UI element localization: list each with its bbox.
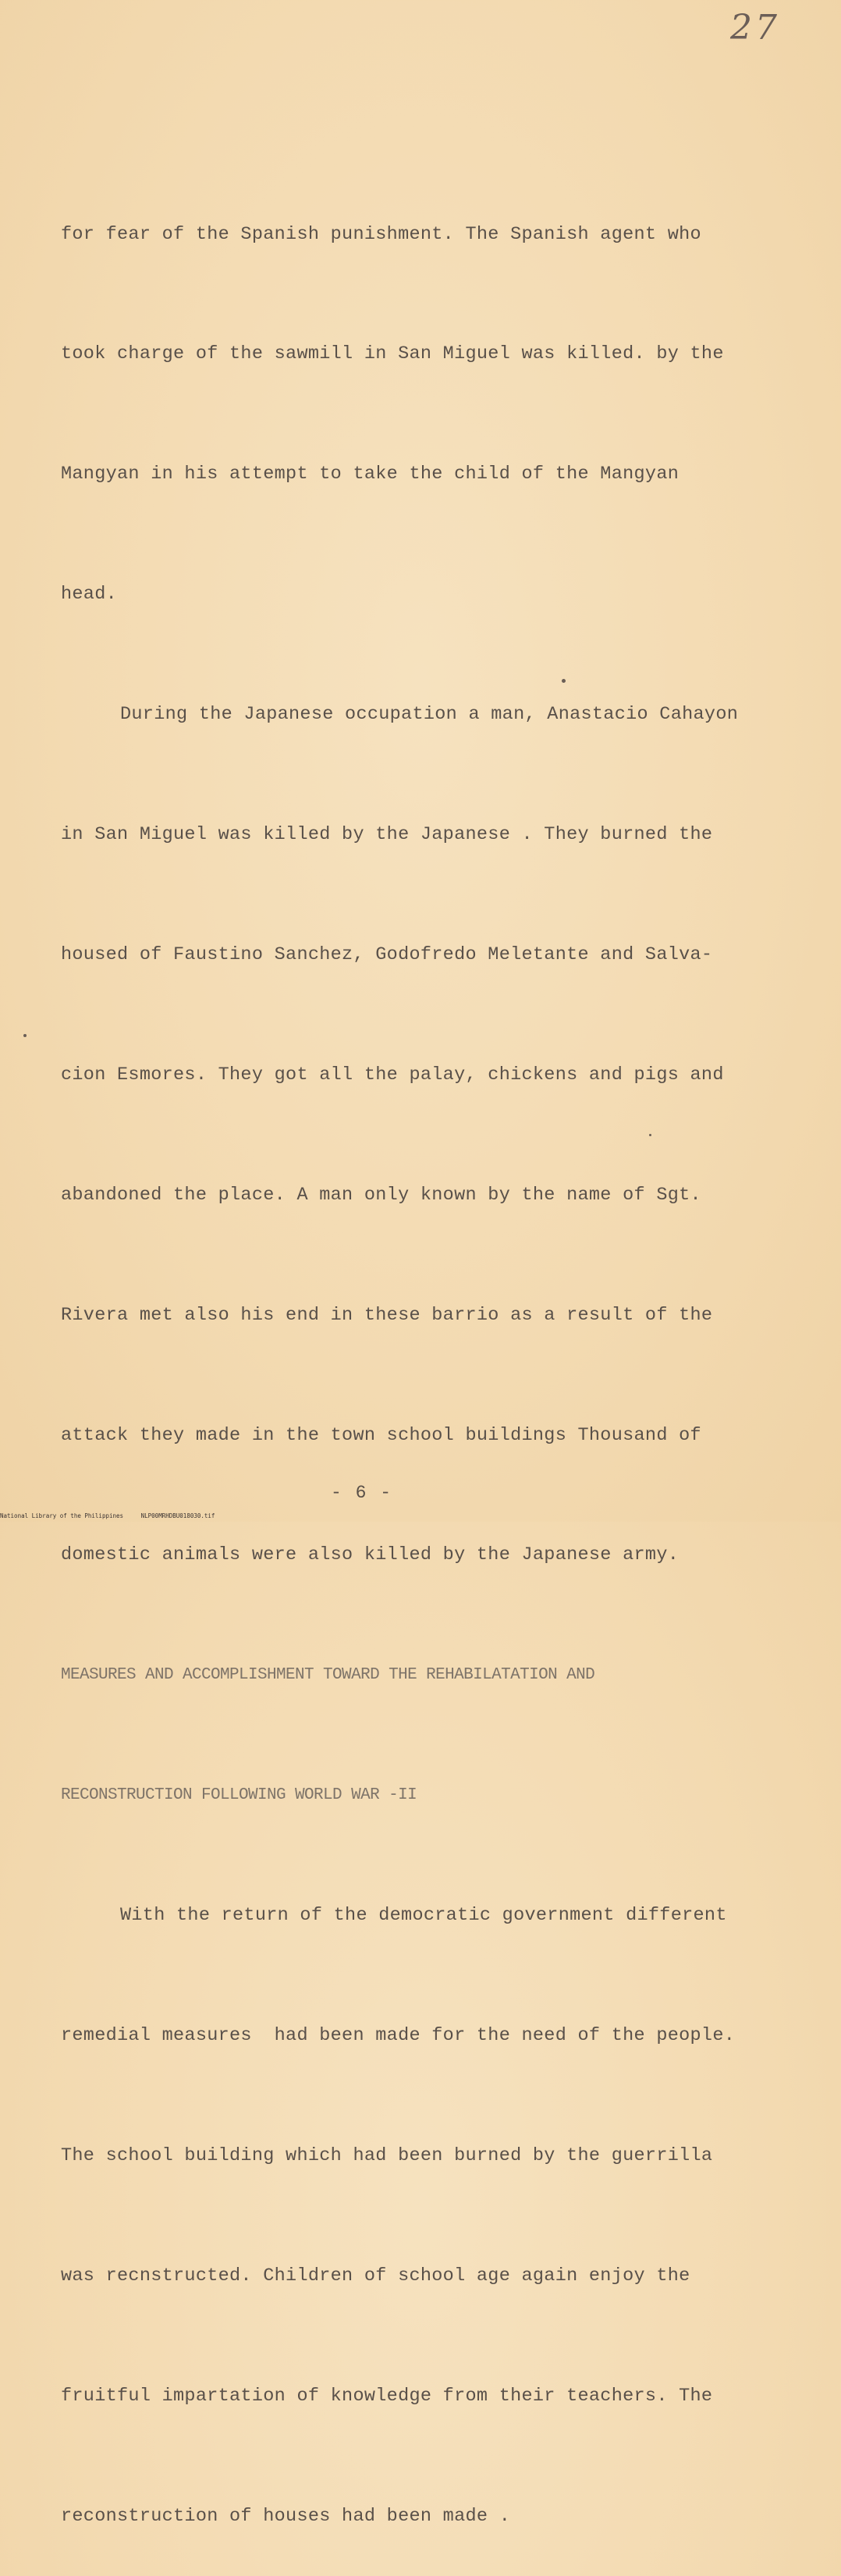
text-line-2: took charge of the sawmill in San Miguel was killed. by the [61,343,724,365]
paper-speck [649,1134,651,1136]
handwritten-page-number: 27 [730,8,780,48]
text-line-11: attack they made in the town school buildings Thousand of [61,1424,701,1446]
text-line-14: remedial measures had been made for the need of the people. [61,2024,736,2046]
text-line-17: fruitful impartation of knowledge from their teachers. The [61,2385,713,2407]
text-line-7: housed of Faustino Sanchez, Godofredo Meletante and Salva- [61,943,713,965]
page-footer-number: - 6 - [331,1483,393,1503]
text-line-15: The school building which had been burned by the guerrilla [61,2144,713,2166]
section-heading-line-1: MEASURES AND ACCOMPLISHMENT TOWARD THE REHABILATATION AND [61,1666,595,1685]
text-line-13: With the return of the democratic government different [120,1905,727,1927]
text-line-5: During the Japanese occupation a man, Anastacio Cahayon [120,704,739,726]
text-line-1: for fear of the Spanish punishment. The Spanish agent who [61,223,701,245]
paper-speck [562,679,566,683]
text-line-8: cion Esmores. They got all the palay, chickens and pigs and [61,1064,724,1085]
text-line-4: head. [61,584,118,606]
section-heading-line-2: RECONSTRUCTION FOLLOWING WORLD WAR -II [61,1786,417,1805]
document-body [61,134,794,2576]
archive-label: National Library of the Philippines NLP00MRHDBU018030.tif [0,1512,215,1519]
text-line-3: Mangyan in his attempt to take the child of the Mangyan [61,464,680,485]
text-line-12: domestic animals were also killed by the Japanese army. [61,1544,680,1566]
text-line-16: was recnstructed. Children of school age again enjoy the [61,2265,690,2286]
paper-speck [23,1034,27,1037]
text-line-18: reconstruction of houses had been made . [61,2505,511,2527]
text-line-10: Rivera met also his end in these barrio as a result of the [61,1304,713,1326]
text-line-6: in San Miguel was killed by the Japanese . They burned the [61,824,713,846]
text-line-9: abandoned the place. A man only known by the name of Sgt. [61,1184,701,1206]
